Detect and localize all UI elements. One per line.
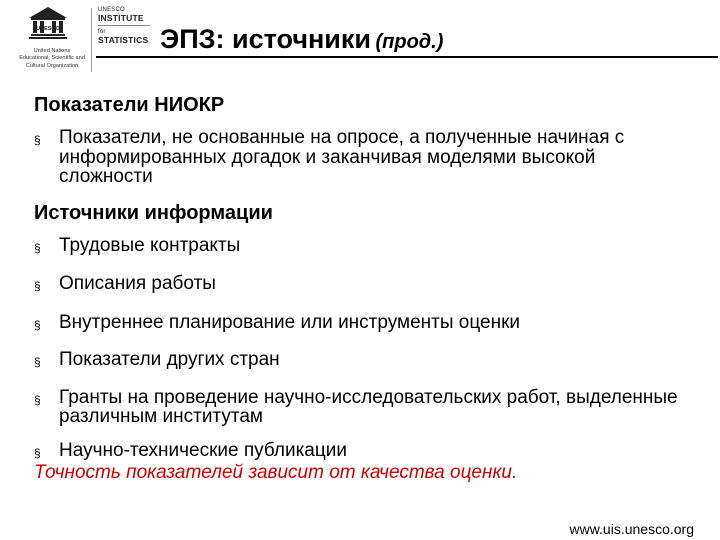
bullet-item	[34, 128, 684, 187]
slide-body	[34, 93, 684, 463]
uis-logo-line: for	[98, 28, 106, 35]
bullet-text: Внутреннее планирование или инструменты оценки	[59, 311, 521, 333]
bullet-item	[34, 441, 684, 464]
bullet-icon: §	[34, 279, 41, 293]
unesco-temple-icon	[28, 6, 68, 40]
closing-note: Точность показателей зависит от качества оценки.	[34, 462, 518, 483]
bullet-item	[34, 236, 684, 259]
uis-logo	[98, 6, 158, 45]
bullet-item	[34, 350, 684, 373]
footer-url: www.uis.unesco.org	[569, 521, 694, 537]
bullet-text: Показатели других стран	[59, 349, 280, 370]
bullet-icon: §	[34, 240, 41, 255]
bullet-icon: §	[34, 392, 41, 407]
bullet-icon: §	[34, 355, 41, 369]
unesco-org-line: United Nations	[33, 48, 71, 54]
bullet-text: Научно-технические публикации	[59, 439, 347, 461]
bullet-icon: §	[34, 317, 41, 332]
unesco-org-name	[12, 48, 92, 70]
slide-title	[160, 24, 443, 55]
bullet-item	[34, 313, 684, 336]
bullet-icon: §	[34, 133, 41, 147]
bullet-item	[34, 274, 684, 297]
bullet-text: Описания работы	[59, 273, 216, 294]
logo-divider	[91, 8, 92, 72]
unesco-org-line: Educational, Scientific and	[19, 55, 85, 62]
header-rule	[96, 56, 718, 58]
section-heading-info-sources: Источники информации	[34, 201, 273, 224]
bullet-item	[34, 388, 684, 427]
unesco-org-line: Cultural Organization	[25, 62, 79, 69]
slide-title-subtitle: (прод.)	[375, 31, 444, 53]
unesco-logo-text: UNESCO	[36, 26, 60, 32]
uis-logo-underline	[98, 25, 150, 26]
bullet-text: Трудовые контракты	[59, 234, 241, 256]
slide-title-main: ЭПЗ: источники	[160, 24, 372, 54]
section-heading-rnd-indicators: Показатели НИОКР	[34, 94, 225, 116]
uis-logo-line: STATISTICS	[98, 34, 149, 45]
uis-logo-line: INSTITUTE	[98, 13, 144, 23]
unesco-logo	[12, 6, 84, 76]
bullet-icon: §	[34, 445, 41, 460]
uis-logo-line: UNESCO	[98, 7, 125, 13]
bullet-text: Показатели, не основанные на опросе, а полученные начиная с информированных догадок и заканчивая моделями высокой сложности	[59, 127, 625, 187]
bullet-text: Гранты на проведение научно-исследовательских работ, выделенные различным институтам	[59, 386, 678, 427]
